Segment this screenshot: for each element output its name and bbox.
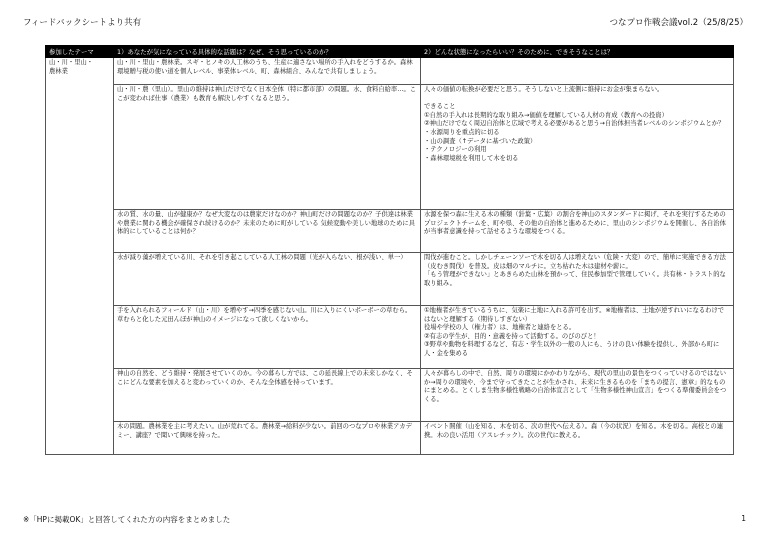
question-2-cell (421, 369, 734, 422)
question-1-answer: 水が減り藻が増えている川、それを引き起こしている人工林の問題（光が入らない、根が浅い、単一） (117, 254, 407, 261)
question-1-cell (114, 85, 421, 210)
table-row (46, 253, 734, 306)
table-row (46, 422, 734, 455)
question-1-answer: 山・川・農（里山）。里山の維持は神山だけでなく日本全体（特に都市部）の問題。水、食料自給率…。ここが変われば仕事（農業）も教育も解決しやすくなると思う。 (117, 86, 417, 102)
question-2-cell (421, 210, 734, 253)
sheet-source-title: フィードバックシートより共有 (23, 18, 142, 28)
question-1-cell (114, 422, 421, 455)
question-2-cell (421, 85, 734, 210)
question-2-cell (421, 422, 734, 455)
footer-note: ※「HPに掲載OK」と回答してくれた方の内容をまとめました (23, 515, 231, 524)
question-2-cell (421, 58, 734, 85)
table-row (46, 85, 734, 210)
column-header-question-2: 2）どんな状態になったらいい？そのために、できそうなことは？ (421, 46, 734, 58)
table-row (46, 58, 734, 85)
theme-label: 山・川・里山・ 農林業 (49, 59, 94, 75)
question-1-cell (114, 369, 421, 422)
question-1-cell (114, 58, 421, 85)
question-1-answer: 手を入れられるフィールド（山・川）を増やす→四季を感じない山。川に入りにくいボーボーの草むら。草むらと化した元田んぼが神山のイメージになって欲しくないから。 (117, 307, 412, 323)
page-number: 1 (741, 514, 746, 523)
question-2-cell (421, 306, 734, 369)
question-1-cell (114, 306, 421, 369)
question-2-answer: ①地権者が生きているうちに、気楽に土地に入れる許可を出す。※地権者は、土地が逆すれいになるわけではないと理解する（期待しすぎない） 役場や学校の人（権力者）は、地権者と連絡をとる。 ②有志の学生が、目的・意義を持って活動する。のびのびと！ ③野草や動物を料理するなど、有志・学生以外の一般の人にも、うけの良い体験を提供し、外部から町に人・金を集める (424, 307, 725, 357)
column-header-question-1: 1）あなたが気になっている具体的な話題は？なぜ、そう思っているのか？ (114, 46, 421, 58)
table-row (46, 369, 734, 422)
question-1-answer: 山・川・里山・農林業。スギ・ヒノキの人工林のうち、生産に適さない場所の手入れをどうするか。森林環境贈与税の使い道を個人レベル、事業体レベル、町、森林組合、みんなで共有しましょう。 (117, 59, 413, 75)
question-2-cell (421, 253, 734, 306)
column-header-theme: 参加したテーマ (46, 46, 114, 58)
question-1-answer: 神山の自然を、どう維持・発展させていくのか。今の暮らし方では、この延長線上での未来しかなく、そこにどんな要素を加えると変わっていくのか、そんな全体感を持っています。 (117, 370, 413, 386)
theme-cell (46, 58, 114, 455)
question-1-answer: 水の質、水の量、山が健康か？なぜ大変なのは農家だけなのか？神山町だけの問題なのか？子供達は林業や農業に関わる機会が確保され続けるのか？未来のために町がしている 気候変動や美しい地球のために具体的にしていることは何か？ (117, 211, 415, 236)
table-row (46, 210, 734, 253)
question-1-cell (114, 210, 421, 253)
question-1-cell (114, 253, 421, 306)
question-1-answer: 木の問題。農林業を主に考えたい。山が荒れてる。農林業→給料が少ない。前回のつなプロや林業アカデミー、講座？で聞いて興味を持った。 (117, 423, 412, 439)
question-2-answer: イベント開催（山を知る、木を切る、次の世代へ伝える）。森（今の状況）を知る。木を切る。高校との連携。木の良い活用（アスレチック）。次の世代に教える。 (424, 423, 724, 439)
question-2-answer: 水源を保つ森に生える木の種類（針葉・広葉）の割合を神山のスタンダードに掲げ、それを実行するためのプロジェクトチームを、町や県、その他の自治体と進めるために、里山のシンポジウムを開催し、各自治体が当事者意識を持って話せるような環境をつくる。 (424, 211, 726, 236)
table-row (46, 306, 734, 369)
question-2-answer: 間伐が進むこと。しかしチェーンソーで木を切る人は増えない（危険・大変）ので、簡単に実施できる方法（皮むき間伐）を普及。皮は畑のマルチに。立ち枯れた木は建材や薪に。 「もう管理ができない」とあきらめた山林を預かって、住民参加型で管理していく。共有林・トラスト的な取り組み。 (424, 254, 726, 287)
question-2-answer: 人々が暮らしの中で、自然、周りの環境にかかわりながら、現代の里山の景色をつくっていけるのではないか→周りの環境や、今まで守ってきたことが生かされ、未来に生きるものを「まちの提言、憲章」的なものにまとめる。とくしま生物多様性戦略の自治体宣言として「生物多様性神山宣言」をつくる準備委員会をつくる。 (424, 370, 727, 403)
meeting-title: つなプロ作戦会議vol.2（25/8/25） (609, 18, 748, 28)
feedback-table (45, 45, 734, 455)
question-2-answer: 人々の価値の転換が必要だと思う。そうしないと上流側に維持にお金が集まらない。 できること ①自然の手入れは長期的な取り組み→価値を理解している人材の育成（教育への投資） ②神山だけでなく周辺自治体と広域で考える必要があると思う→自治体担当者レベルのシンポジウムとか？ ・水源周りを重点的に切る ・山の調査（↑データに基づいた政策） ・テクノロジーの利用 ・森林環境税を利用して木を切る (424, 86, 725, 162)
table-header-row (46, 46, 734, 58)
